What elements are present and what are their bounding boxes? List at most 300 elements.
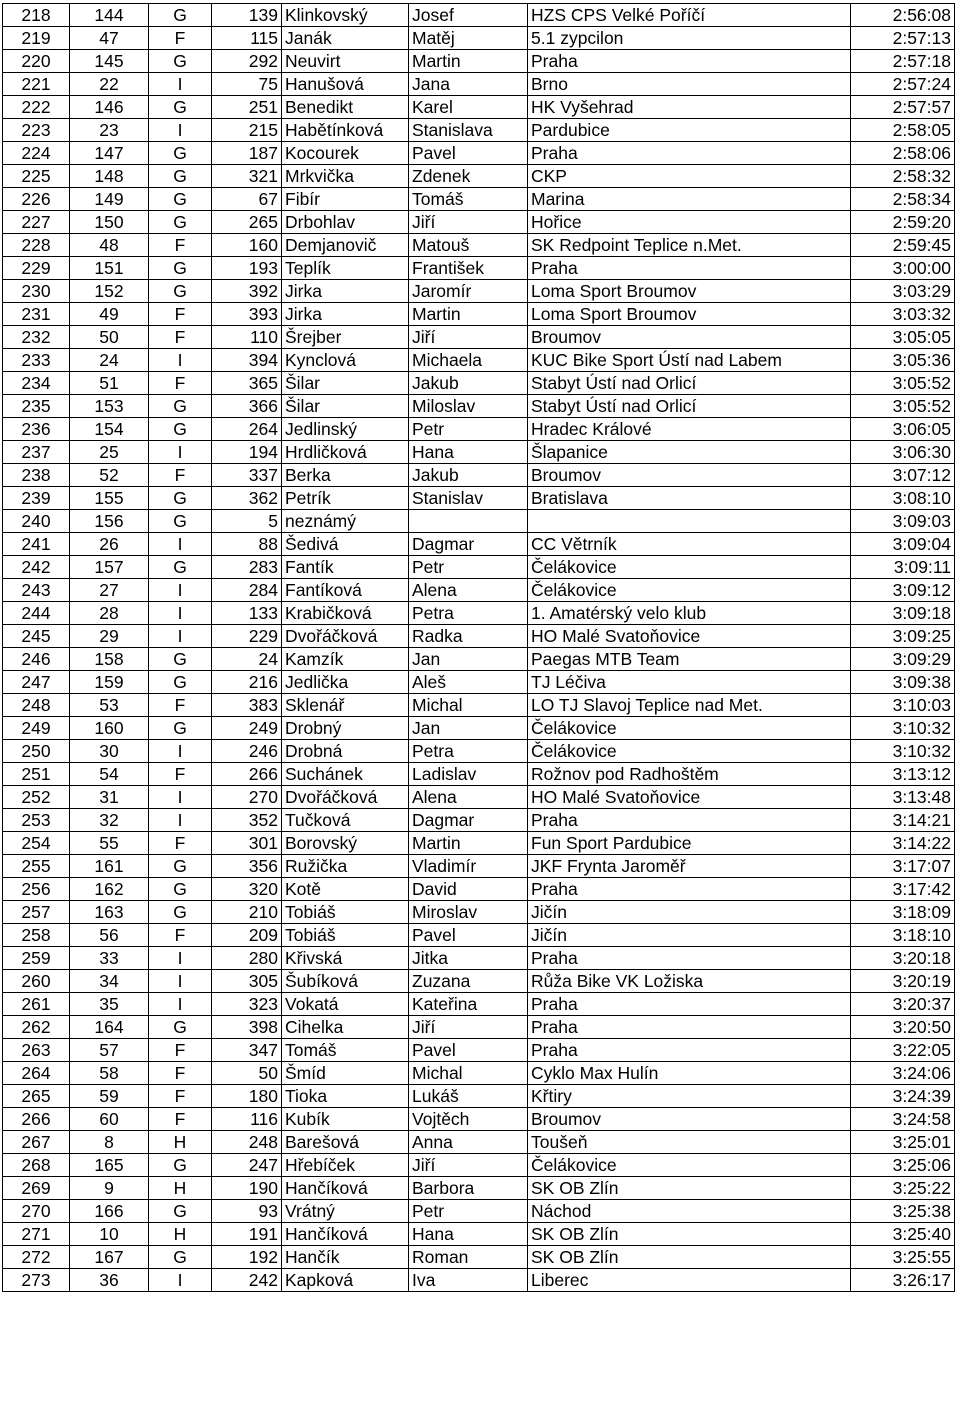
start-number-cell: 264 bbox=[212, 418, 282, 441]
time-cell: 3:25:01 bbox=[851, 1131, 955, 1154]
time-cell: 3:09:18 bbox=[851, 602, 955, 625]
table-row bbox=[3, 832, 955, 855]
overall-position-cell: 269 bbox=[3, 1177, 70, 1200]
category-position-cell: 53 bbox=[70, 694, 149, 717]
category-cell: G bbox=[149, 487, 212, 510]
category-cell: F bbox=[149, 1085, 212, 1108]
club-cell: SK OB Zlín bbox=[528, 1246, 851, 1269]
overall-position-cell: 238 bbox=[3, 464, 70, 487]
club-cell: Praha bbox=[528, 993, 851, 1016]
surname-cell: Barešová bbox=[282, 1131, 409, 1154]
table-row bbox=[3, 349, 955, 372]
category-cell: G bbox=[149, 142, 212, 165]
club-cell: Praha bbox=[528, 257, 851, 280]
category-cell: I bbox=[149, 533, 212, 556]
first-name-cell: David bbox=[409, 878, 528, 901]
table-row bbox=[3, 648, 955, 671]
start-number-cell: 194 bbox=[212, 441, 282, 464]
surname-cell: Vokatá bbox=[282, 993, 409, 1016]
table-row bbox=[3, 786, 955, 809]
start-number-cell: 284 bbox=[212, 579, 282, 602]
category-position-cell: 155 bbox=[70, 487, 149, 510]
overall-position-cell: 229 bbox=[3, 257, 70, 280]
club-cell: Stabyt Ústí nad Orlicí bbox=[528, 395, 851, 418]
start-number-cell: 75 bbox=[212, 73, 282, 96]
club-cell: Broumov bbox=[528, 464, 851, 487]
category-position-cell: 161 bbox=[70, 855, 149, 878]
table-row bbox=[3, 1177, 955, 1200]
table-row bbox=[3, 211, 955, 234]
first-name-cell: Michal bbox=[409, 1062, 528, 1085]
club-cell: Rožnov pod Radhoštěm bbox=[528, 763, 851, 786]
category-cell: H bbox=[149, 1131, 212, 1154]
time-cell: 3:09:29 bbox=[851, 648, 955, 671]
category-cell: I bbox=[149, 993, 212, 1016]
start-number-cell: 280 bbox=[212, 947, 282, 970]
overall-position-cell: 224 bbox=[3, 142, 70, 165]
time-cell: 2:57:57 bbox=[851, 96, 955, 119]
first-name-cell: Petr bbox=[409, 418, 528, 441]
surname-cell: Hřebíček bbox=[282, 1154, 409, 1177]
surname-cell: Šilar bbox=[282, 372, 409, 395]
table-row bbox=[3, 50, 955, 73]
club-cell: 5.1 zypcilon bbox=[528, 27, 851, 50]
overall-position-cell: 254 bbox=[3, 832, 70, 855]
table-row bbox=[3, 1108, 955, 1131]
time-cell: 3:20:19 bbox=[851, 970, 955, 993]
time-cell: 3:25:55 bbox=[851, 1246, 955, 1269]
surname-cell: Hrdličková bbox=[282, 441, 409, 464]
club-cell: Čelákovice bbox=[528, 740, 851, 763]
category-cell: H bbox=[149, 1223, 212, 1246]
category-position-cell: 153 bbox=[70, 395, 149, 418]
category-cell: I bbox=[149, 579, 212, 602]
category-cell: F bbox=[149, 326, 212, 349]
category-position-cell: 50 bbox=[70, 326, 149, 349]
start-number-cell: 320 bbox=[212, 878, 282, 901]
start-number-cell: 365 bbox=[212, 372, 282, 395]
surname-cell: Šubíková bbox=[282, 970, 409, 993]
club-cell: SK Redpoint Teplice n.Met. bbox=[528, 234, 851, 257]
club-cell: SK OB Zlín bbox=[528, 1223, 851, 1246]
time-cell: 3:14:22 bbox=[851, 832, 955, 855]
category-cell: G bbox=[149, 878, 212, 901]
first-name-cell: Barbora bbox=[409, 1177, 528, 1200]
overall-position-cell: 265 bbox=[3, 1085, 70, 1108]
category-cell: G bbox=[149, 556, 212, 579]
club-cell: Čelákovice bbox=[528, 1154, 851, 1177]
category-position-cell: 22 bbox=[70, 73, 149, 96]
club-cell: Jičín bbox=[528, 901, 851, 924]
first-name-cell: Dagmar bbox=[409, 533, 528, 556]
start-number-cell: 191 bbox=[212, 1223, 282, 1246]
time-cell: 2:57:18 bbox=[851, 50, 955, 73]
category-cell: G bbox=[149, 510, 212, 533]
surname-cell: Jirka bbox=[282, 280, 409, 303]
first-name-cell: Jaromír bbox=[409, 280, 528, 303]
surname-cell: Kapková bbox=[282, 1269, 409, 1292]
surname-cell: Janák bbox=[282, 27, 409, 50]
overall-position-cell: 233 bbox=[3, 349, 70, 372]
start-number-cell: 321 bbox=[212, 165, 282, 188]
club-cell: Paegas MTB Team bbox=[528, 648, 851, 671]
table-row bbox=[3, 809, 955, 832]
club-cell: Hořice bbox=[528, 211, 851, 234]
surname-cell: Vrátný bbox=[282, 1200, 409, 1223]
time-cell: 2:58:06 bbox=[851, 142, 955, 165]
overall-position-cell: 268 bbox=[3, 1154, 70, 1177]
time-cell: 3:05:36 bbox=[851, 349, 955, 372]
start-number-cell: 5 bbox=[212, 510, 282, 533]
category-cell: I bbox=[149, 625, 212, 648]
club-cell: Praha bbox=[528, 50, 851, 73]
surname-cell: Kotě bbox=[282, 878, 409, 901]
category-position-cell: 47 bbox=[70, 27, 149, 50]
start-number-cell: 270 bbox=[212, 786, 282, 809]
surname-cell: Šedivá bbox=[282, 533, 409, 556]
club-cell: JKF Frynta Jaroměř bbox=[528, 855, 851, 878]
first-name-cell: Stanislava bbox=[409, 119, 528, 142]
time-cell: 3:26:17 bbox=[851, 1269, 955, 1292]
table-row bbox=[3, 1200, 955, 1223]
first-name-cell: Jiří bbox=[409, 1016, 528, 1039]
category-position-cell: 36 bbox=[70, 1269, 149, 1292]
club-cell: 1. Amatérský velo klub bbox=[528, 602, 851, 625]
table-row bbox=[3, 671, 955, 694]
table-row bbox=[3, 878, 955, 901]
category-cell: H bbox=[149, 1177, 212, 1200]
first-name-cell: Jiří bbox=[409, 211, 528, 234]
category-cell: F bbox=[149, 464, 212, 487]
surname-cell: Jedlička bbox=[282, 671, 409, 694]
overall-position-cell: 243 bbox=[3, 579, 70, 602]
category-cell: F bbox=[149, 763, 212, 786]
first-name-cell: Tomáš bbox=[409, 188, 528, 211]
start-number-cell: 394 bbox=[212, 349, 282, 372]
club-cell: Liberec bbox=[528, 1269, 851, 1292]
table-row bbox=[3, 1269, 955, 1292]
club-cell: Náchod bbox=[528, 1200, 851, 1223]
club-cell: Toušeň bbox=[528, 1131, 851, 1154]
start-number-cell: 210 bbox=[212, 901, 282, 924]
start-number-cell: 193 bbox=[212, 257, 282, 280]
table-row bbox=[3, 464, 955, 487]
club-cell: Praha bbox=[528, 947, 851, 970]
first-name-cell: Alena bbox=[409, 579, 528, 602]
table-row bbox=[3, 924, 955, 947]
start-number-cell: 215 bbox=[212, 119, 282, 142]
first-name-cell: Karel bbox=[409, 96, 528, 119]
category-cell: I bbox=[149, 119, 212, 142]
surname-cell: Křivská bbox=[282, 947, 409, 970]
time-cell: 3:24:06 bbox=[851, 1062, 955, 1085]
first-name-cell: Petra bbox=[409, 602, 528, 625]
time-cell: 3:24:58 bbox=[851, 1108, 955, 1131]
category-position-cell: 48 bbox=[70, 234, 149, 257]
start-number-cell: 50 bbox=[212, 1062, 282, 1085]
category-cell: I bbox=[149, 970, 212, 993]
category-position-cell: 156 bbox=[70, 510, 149, 533]
category-position-cell: 149 bbox=[70, 188, 149, 211]
start-number-cell: 116 bbox=[212, 1108, 282, 1131]
overall-position-cell: 258 bbox=[3, 924, 70, 947]
first-name-cell: Lukáš bbox=[409, 1085, 528, 1108]
surname-cell: Demjanovič bbox=[282, 234, 409, 257]
surname-cell: Fantík bbox=[282, 556, 409, 579]
club-cell: Stabyt Ústí nad Orlicí bbox=[528, 372, 851, 395]
club-cell: HK Vyšehrad bbox=[528, 96, 851, 119]
table-row bbox=[3, 602, 955, 625]
first-name-cell: Martin bbox=[409, 50, 528, 73]
start-number-cell: 110 bbox=[212, 326, 282, 349]
surname-cell: Cihelka bbox=[282, 1016, 409, 1039]
time-cell: 3:07:12 bbox=[851, 464, 955, 487]
overall-position-cell: 242 bbox=[3, 556, 70, 579]
table-row bbox=[3, 73, 955, 96]
time-cell: 3:10:03 bbox=[851, 694, 955, 717]
first-name-cell: Zuzana bbox=[409, 970, 528, 993]
start-number-cell: 93 bbox=[212, 1200, 282, 1223]
club-cell: CKP bbox=[528, 165, 851, 188]
time-cell: 2:58:32 bbox=[851, 165, 955, 188]
time-cell: 2:59:45 bbox=[851, 234, 955, 257]
table-row bbox=[3, 280, 955, 303]
time-cell: 3:09:11 bbox=[851, 556, 955, 579]
start-number-cell: 398 bbox=[212, 1016, 282, 1039]
start-number-cell: 24 bbox=[212, 648, 282, 671]
category-position-cell: 10 bbox=[70, 1223, 149, 1246]
time-cell: 3:13:48 bbox=[851, 786, 955, 809]
table-row bbox=[3, 96, 955, 119]
start-number-cell: 160 bbox=[212, 234, 282, 257]
surname-cell: Tobiáš bbox=[282, 924, 409, 947]
category-cell: F bbox=[149, 27, 212, 50]
surname-cell: Hančík bbox=[282, 1246, 409, 1269]
overall-position-cell: 262 bbox=[3, 1016, 70, 1039]
overall-position-cell: 253 bbox=[3, 809, 70, 832]
club-cell: Praha bbox=[528, 809, 851, 832]
category-position-cell: 150 bbox=[70, 211, 149, 234]
club-cell: TJ Léčiva bbox=[528, 671, 851, 694]
start-number-cell: 362 bbox=[212, 487, 282, 510]
club-cell: Hradec Králové bbox=[528, 418, 851, 441]
table-row bbox=[3, 717, 955, 740]
category-cell: G bbox=[149, 395, 212, 418]
category-position-cell: 151 bbox=[70, 257, 149, 280]
surname-cell: Borovský bbox=[282, 832, 409, 855]
surname-cell: Berka bbox=[282, 464, 409, 487]
first-name-cell: Matouš bbox=[409, 234, 528, 257]
category-position-cell: 158 bbox=[70, 648, 149, 671]
overall-position-cell: 270 bbox=[3, 1200, 70, 1223]
first-name-cell: Vladimír bbox=[409, 855, 528, 878]
start-number-cell: 139 bbox=[212, 4, 282, 27]
category-cell: G bbox=[149, 648, 212, 671]
table-row bbox=[3, 510, 955, 533]
table-row bbox=[3, 1062, 955, 1085]
category-cell: G bbox=[149, 280, 212, 303]
surname-cell: Neuvirt bbox=[282, 50, 409, 73]
table-row bbox=[3, 970, 955, 993]
surname-cell: Drbohlav bbox=[282, 211, 409, 234]
club-cell: Růža Bike VK Ložiska bbox=[528, 970, 851, 993]
start-number-cell: 187 bbox=[212, 142, 282, 165]
category-cell: G bbox=[149, 50, 212, 73]
start-number-cell: 115 bbox=[212, 27, 282, 50]
time-cell: 3:00:00 bbox=[851, 257, 955, 280]
category-cell: G bbox=[149, 418, 212, 441]
overall-position-cell: 232 bbox=[3, 326, 70, 349]
category-position-cell: 32 bbox=[70, 809, 149, 832]
category-cell: I bbox=[149, 441, 212, 464]
category-position-cell: 163 bbox=[70, 901, 149, 924]
surname-cell: Kamzík bbox=[282, 648, 409, 671]
first-name-cell: Michaela bbox=[409, 349, 528, 372]
start-number-cell: 216 bbox=[212, 671, 282, 694]
overall-position-cell: 244 bbox=[3, 602, 70, 625]
overall-position-cell: 230 bbox=[3, 280, 70, 303]
start-number-cell: 292 bbox=[212, 50, 282, 73]
first-name-cell: Kateřina bbox=[409, 993, 528, 1016]
club-cell: Jičín bbox=[528, 924, 851, 947]
time-cell: 3:25:38 bbox=[851, 1200, 955, 1223]
start-number-cell: 88 bbox=[212, 533, 282, 556]
club-cell bbox=[528, 510, 851, 533]
table-row bbox=[3, 257, 955, 280]
category-cell: G bbox=[149, 4, 212, 27]
category-cell: G bbox=[149, 717, 212, 740]
start-number-cell: 246 bbox=[212, 740, 282, 763]
category-position-cell: 34 bbox=[70, 970, 149, 993]
overall-position-cell: 252 bbox=[3, 786, 70, 809]
first-name-cell: Roman bbox=[409, 1246, 528, 1269]
first-name-cell: Petr bbox=[409, 556, 528, 579]
start-number-cell: 305 bbox=[212, 970, 282, 993]
category-cell: F bbox=[149, 1039, 212, 1062]
surname-cell: Dvořáčková bbox=[282, 625, 409, 648]
time-cell: 3:25:06 bbox=[851, 1154, 955, 1177]
surname-cell: Kubík bbox=[282, 1108, 409, 1131]
time-cell: 3:20:18 bbox=[851, 947, 955, 970]
overall-position-cell: 246 bbox=[3, 648, 70, 671]
table-row bbox=[3, 142, 955, 165]
overall-position-cell: 250 bbox=[3, 740, 70, 763]
surname-cell: Hančíková bbox=[282, 1177, 409, 1200]
table-row bbox=[3, 1154, 955, 1177]
table-row bbox=[3, 579, 955, 602]
overall-position-cell: 247 bbox=[3, 671, 70, 694]
overall-position-cell: 260 bbox=[3, 970, 70, 993]
overall-position-cell: 255 bbox=[3, 855, 70, 878]
category-position-cell: 146 bbox=[70, 96, 149, 119]
first-name-cell: Vojtěch bbox=[409, 1108, 528, 1131]
time-cell: 2:57:24 bbox=[851, 73, 955, 96]
first-name-cell: Martin bbox=[409, 303, 528, 326]
time-cell: 2:58:05 bbox=[851, 119, 955, 142]
first-name-cell: Miroslav bbox=[409, 901, 528, 924]
category-position-cell: 31 bbox=[70, 786, 149, 809]
first-name-cell: Pavel bbox=[409, 142, 528, 165]
category-position-cell: 55 bbox=[70, 832, 149, 855]
first-name-cell: Jitka bbox=[409, 947, 528, 970]
club-cell: KUC Bike Sport Ústí nad Labem bbox=[528, 349, 851, 372]
category-position-cell: 23 bbox=[70, 119, 149, 142]
start-number-cell: 266 bbox=[212, 763, 282, 786]
surname-cell: Fantíková bbox=[282, 579, 409, 602]
start-number-cell: 249 bbox=[212, 717, 282, 740]
time-cell: 3:03:32 bbox=[851, 303, 955, 326]
overall-position-cell: 236 bbox=[3, 418, 70, 441]
category-position-cell: 8 bbox=[70, 1131, 149, 1154]
category-position-cell: 25 bbox=[70, 441, 149, 464]
category-cell: G bbox=[149, 96, 212, 119]
category-cell: G bbox=[149, 901, 212, 924]
category-position-cell: 162 bbox=[70, 878, 149, 901]
time-cell: 3:24:39 bbox=[851, 1085, 955, 1108]
club-cell: Praha bbox=[528, 142, 851, 165]
first-name-cell: Stanislav bbox=[409, 487, 528, 510]
table-row bbox=[3, 694, 955, 717]
category-cell: G bbox=[149, 1200, 212, 1223]
table-row bbox=[3, 556, 955, 579]
time-cell: 3:09:04 bbox=[851, 533, 955, 556]
first-name-cell: Josef bbox=[409, 4, 528, 27]
time-cell: 3:10:32 bbox=[851, 717, 955, 740]
first-name-cell: Anna bbox=[409, 1131, 528, 1154]
time-cell: 3:10:32 bbox=[851, 740, 955, 763]
category-cell: G bbox=[149, 257, 212, 280]
start-number-cell: 248 bbox=[212, 1131, 282, 1154]
category-position-cell: 52 bbox=[70, 464, 149, 487]
time-cell: 3:08:10 bbox=[851, 487, 955, 510]
first-name-cell: Jakub bbox=[409, 372, 528, 395]
time-cell: 3:06:05 bbox=[851, 418, 955, 441]
start-number-cell: 133 bbox=[212, 602, 282, 625]
time-cell: 3:18:10 bbox=[851, 924, 955, 947]
start-number-cell: 392 bbox=[212, 280, 282, 303]
surname-cell: Tobiáš bbox=[282, 901, 409, 924]
overall-position-cell: 241 bbox=[3, 533, 70, 556]
table-row bbox=[3, 4, 955, 27]
table-row bbox=[3, 1223, 955, 1246]
surname-cell: Petrík bbox=[282, 487, 409, 510]
club-cell: Brno bbox=[528, 73, 851, 96]
first-name-cell: Dagmar bbox=[409, 809, 528, 832]
category-cell: I bbox=[149, 786, 212, 809]
category-cell: F bbox=[149, 694, 212, 717]
surname-cell: Kynclová bbox=[282, 349, 409, 372]
club-cell: Praha bbox=[528, 1039, 851, 1062]
category-cell: G bbox=[149, 855, 212, 878]
category-position-cell: 35 bbox=[70, 993, 149, 1016]
time-cell: 3:03:29 bbox=[851, 280, 955, 303]
start-number-cell: 67 bbox=[212, 188, 282, 211]
results-table bbox=[2, 3, 955, 1292]
club-cell: SK OB Zlín bbox=[528, 1177, 851, 1200]
first-name-cell: Hana bbox=[409, 441, 528, 464]
overall-position-cell: 263 bbox=[3, 1039, 70, 1062]
category-position-cell: 28 bbox=[70, 602, 149, 625]
first-name-cell: Jiří bbox=[409, 326, 528, 349]
category-cell: F bbox=[149, 1062, 212, 1085]
surname-cell: neznámý bbox=[282, 510, 409, 533]
start-number-cell: 337 bbox=[212, 464, 282, 487]
first-name-cell: Ladislav bbox=[409, 763, 528, 786]
surname-cell: Suchánek bbox=[282, 763, 409, 786]
first-name-cell: Petr bbox=[409, 1200, 528, 1223]
club-cell: Čelákovice bbox=[528, 579, 851, 602]
category-position-cell: 148 bbox=[70, 165, 149, 188]
